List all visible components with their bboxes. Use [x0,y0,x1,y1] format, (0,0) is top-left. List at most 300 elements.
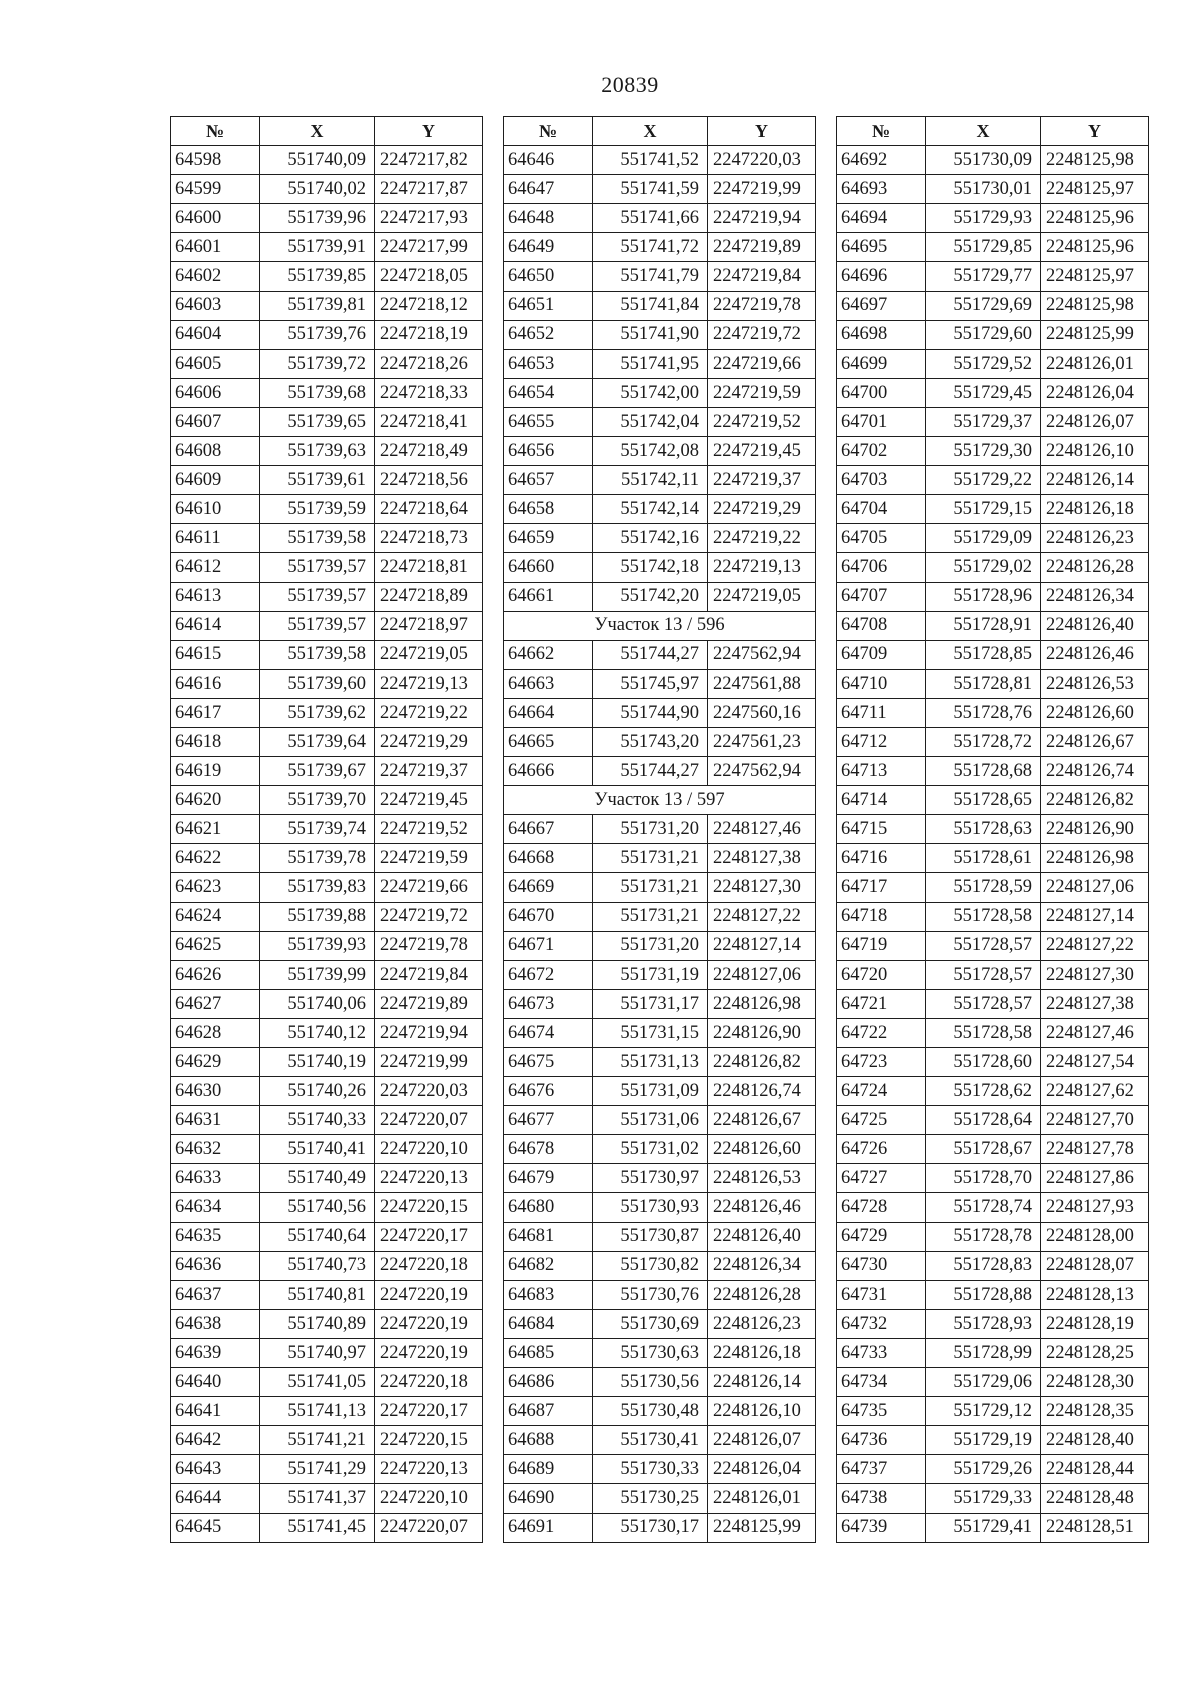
point-number-cell: 64678 [504,1135,593,1164]
y-coordinate-cell: 2247219,22 [708,524,816,553]
point-number-cell: 64708 [837,611,926,640]
table-row [504,1455,816,1484]
y-coordinate-cell: 2248126,74 [708,1077,816,1106]
x-coordinate-cell: 551745,97 [593,669,708,698]
x-coordinate-cell: 551740,12 [260,1018,375,1047]
point-number-cell: 64716 [837,844,926,873]
x-coordinate-cell: 551728,99 [926,1338,1041,1367]
point-number-cell: 64684 [504,1309,593,1338]
point-number-cell: 64721 [837,989,926,1018]
point-number-cell: 64697 [837,291,926,320]
point-number-cell: 64627 [171,989,260,1018]
y-coordinate-cell: 2247562,94 [708,757,816,786]
table-row [171,1106,483,1135]
table-row [837,727,1149,756]
table-row [171,175,483,204]
x-coordinate-cell: 551739,93 [260,931,375,960]
y-coordinate-cell: 2248127,86 [1041,1164,1149,1193]
point-number-cell: 64673 [504,989,593,1018]
x-coordinate-cell: 551731,20 [593,931,708,960]
y-coordinate-cell: 2248127,22 [1041,931,1149,960]
x-coordinate-cell: 551739,59 [260,495,375,524]
point-number-cell: 64623 [171,873,260,902]
point-number-cell: 64599 [171,175,260,204]
x-coordinate-cell: 551742,00 [593,378,708,407]
point-number-cell: 64619 [171,757,260,786]
point-number-cell: 64737 [837,1455,926,1484]
table-row [837,1455,1149,1484]
x-coordinate-cell: 551740,56 [260,1193,375,1222]
table-row [504,407,816,436]
table-body [504,146,816,1543]
x-coordinate-cell: 551730,93 [593,1193,708,1222]
y-coordinate-cell: 2248126,04 [708,1455,816,1484]
table-row [837,960,1149,989]
coordinate-table-2 [503,116,816,1543]
y-coordinate-cell: 2247220,13 [375,1455,483,1484]
table-row [504,1018,816,1047]
table-row [504,320,816,349]
x-coordinate-cell: 551728,68 [926,757,1041,786]
table-row [504,1077,816,1106]
table-row [171,611,483,640]
point-number-cell: 64647 [504,175,593,204]
x-coordinate-cell: 551730,09 [926,146,1041,175]
y-coordinate-cell: 2247220,07 [375,1513,483,1542]
table-row [504,1397,816,1426]
point-number-cell: 64667 [504,815,593,844]
point-number-cell: 64637 [171,1280,260,1309]
y-coordinate-cell: 2248125,97 [1041,262,1149,291]
point-number-cell: 64672 [504,960,593,989]
table-row [837,757,1149,786]
y-coordinate-cell: 2247219,72 [708,320,816,349]
table-row [171,1455,483,1484]
column-header-x: X [260,117,375,146]
x-coordinate-cell: 551739,91 [260,233,375,262]
table-row [504,960,816,989]
y-coordinate-cell: 2247220,17 [375,1397,483,1426]
table-body [837,146,1149,1543]
point-number-cell: 64703 [837,466,926,495]
table-row [837,1280,1149,1309]
y-coordinate-cell: 2248126,18 [1041,495,1149,524]
table-row [504,524,816,553]
x-coordinate-cell: 551728,76 [926,698,1041,727]
y-coordinate-cell: 2247219,99 [708,175,816,204]
y-coordinate-cell: 2247220,19 [375,1338,483,1367]
y-coordinate-cell: 2248126,46 [708,1193,816,1222]
table-row [837,989,1149,1018]
column-header-x: X [593,117,708,146]
point-number-cell: 64603 [171,291,260,320]
point-number-cell: 64725 [837,1106,926,1135]
x-coordinate-cell: 551739,78 [260,844,375,873]
point-number-cell: 64607 [171,407,260,436]
table-row [171,407,483,436]
point-number-cell: 64681 [504,1222,593,1251]
x-coordinate-cell: 551728,67 [926,1135,1041,1164]
table-row [171,1426,483,1455]
x-coordinate-cell: 551729,45 [926,378,1041,407]
y-coordinate-cell: 2248128,00 [1041,1222,1149,1251]
point-number-cell: 64690 [504,1484,593,1513]
point-number-cell: 64601 [171,233,260,262]
point-number-cell: 64704 [837,495,926,524]
table-row [171,262,483,291]
column-header-y: Y [375,117,483,146]
x-coordinate-cell: 551729,06 [926,1368,1041,1397]
point-number-cell: 64733 [837,1338,926,1367]
y-coordinate-cell: 2247219,22 [375,698,483,727]
y-coordinate-cell: 2248127,46 [708,815,816,844]
point-number-cell: 64655 [504,407,593,436]
x-coordinate-cell: 551739,72 [260,349,375,378]
x-coordinate-cell: 551741,79 [593,262,708,291]
y-coordinate-cell: 2247219,89 [375,989,483,1018]
point-number-cell: 64675 [504,1048,593,1077]
x-coordinate-cell: 551740,64 [260,1222,375,1251]
x-coordinate-cell: 551731,19 [593,960,708,989]
table-row [837,611,1149,640]
table-row [837,1106,1149,1135]
y-coordinate-cell: 2247219,05 [708,582,816,611]
table-row [837,902,1149,931]
table-row [837,1193,1149,1222]
point-number-cell: 64706 [837,553,926,582]
y-coordinate-cell: 2247218,89 [375,582,483,611]
x-coordinate-cell: 551740,26 [260,1077,375,1106]
y-coordinate-cell: 2247562,94 [708,640,816,669]
x-coordinate-cell: 551739,57 [260,553,375,582]
table-row [504,815,816,844]
table-row [171,844,483,873]
table-row [504,349,816,378]
table-row [171,204,483,233]
table-row [171,902,483,931]
point-number-cell: 64631 [171,1106,260,1135]
x-coordinate-cell: 551728,58 [926,1018,1041,1047]
y-coordinate-cell: 2247218,64 [375,495,483,524]
y-coordinate-cell: 2247217,93 [375,204,483,233]
x-coordinate-cell: 551729,26 [926,1455,1041,1484]
table-row [171,1368,483,1397]
table-row [837,1018,1149,1047]
point-number-cell: 64622 [171,844,260,873]
x-coordinate-cell: 551741,05 [260,1368,375,1397]
y-coordinate-cell: 2247220,15 [375,1193,483,1222]
table-row [504,437,816,466]
table-row [504,1193,816,1222]
point-number-cell: 64668 [504,844,593,873]
point-number-cell: 64625 [171,931,260,960]
y-coordinate-cell: 2247219,37 [708,466,816,495]
table-row [504,873,816,902]
x-coordinate-cell: 551741,84 [593,291,708,320]
table-body [171,146,483,1543]
x-coordinate-cell: 551728,91 [926,611,1041,640]
table-row [504,291,816,320]
y-coordinate-cell: 2248127,30 [708,873,816,902]
x-coordinate-cell: 551728,72 [926,727,1041,756]
x-coordinate-cell: 551740,06 [260,989,375,1018]
table-row [837,844,1149,873]
point-number-cell: 64633 [171,1164,260,1193]
x-coordinate-cell: 551729,85 [926,233,1041,262]
point-number-cell: 64736 [837,1426,926,1455]
y-coordinate-cell: 2248128,51 [1041,1513,1149,1542]
x-coordinate-cell: 551739,58 [260,640,375,669]
x-coordinate-cell: 551730,87 [593,1222,708,1251]
table-row [504,1106,816,1135]
x-coordinate-cell: 551742,11 [593,466,708,495]
point-number-cell: 64651 [504,291,593,320]
point-number-cell: 64664 [504,698,593,727]
point-number-cell: 64652 [504,320,593,349]
x-coordinate-cell: 551731,20 [593,815,708,844]
point-number-cell: 64730 [837,1251,926,1280]
x-coordinate-cell: 551741,72 [593,233,708,262]
y-coordinate-cell: 2247217,82 [375,146,483,175]
point-number-cell: 64602 [171,262,260,291]
y-coordinate-cell: 2248125,99 [708,1513,816,1542]
table-row [837,815,1149,844]
point-number-cell: 64688 [504,1426,593,1455]
x-coordinate-cell: 551731,02 [593,1135,708,1164]
y-coordinate-cell: 2248128,13 [1041,1280,1149,1309]
y-coordinate-cell: 2248127,30 [1041,960,1149,989]
point-number-cell: 64638 [171,1309,260,1338]
table-row [504,931,816,960]
table-row [171,1018,483,1047]
y-coordinate-cell: 2248126,28 [708,1280,816,1309]
y-coordinate-cell: 2247218,33 [375,378,483,407]
y-coordinate-cell: 2248125,99 [1041,320,1149,349]
y-coordinate-cell: 2247220,18 [375,1251,483,1280]
x-coordinate-cell: 551728,65 [926,786,1041,815]
x-coordinate-cell: 551741,59 [593,175,708,204]
y-coordinate-cell: 2248126,10 [1041,437,1149,466]
y-coordinate-cell: 2248126,53 [708,1164,816,1193]
table-row [837,873,1149,902]
x-coordinate-cell: 551741,21 [260,1426,375,1455]
point-number-cell: 64715 [837,815,926,844]
point-number-cell: 64646 [504,146,593,175]
table-row [504,175,816,204]
y-coordinate-cell: 2248126,23 [708,1309,816,1338]
table-row [504,582,816,611]
table-row [171,1222,483,1251]
y-coordinate-cell: 2247219,05 [375,640,483,669]
x-coordinate-cell: 551740,33 [260,1106,375,1135]
table-row [504,1164,816,1193]
x-coordinate-cell: 551742,18 [593,553,708,582]
y-coordinate-cell: 2248126,60 [708,1135,816,1164]
x-coordinate-cell: 551739,76 [260,320,375,349]
y-coordinate-cell: 2247218,26 [375,349,483,378]
y-coordinate-cell: 2248126,14 [1041,466,1149,495]
x-coordinate-cell: 551728,60 [926,1048,1041,1077]
table-row [171,1077,483,1106]
y-coordinate-cell: 2248128,40 [1041,1426,1149,1455]
x-coordinate-cell: 551739,68 [260,378,375,407]
point-number-cell: 64679 [504,1164,593,1193]
y-coordinate-cell: 2248127,93 [1041,1193,1149,1222]
x-coordinate-cell: 551739,88 [260,902,375,931]
table-row [837,175,1149,204]
y-coordinate-cell: 2248128,19 [1041,1309,1149,1338]
x-coordinate-cell: 551741,90 [593,320,708,349]
point-number-cell: 64642 [171,1426,260,1455]
table-row [837,524,1149,553]
x-coordinate-cell: 551739,60 [260,669,375,698]
x-coordinate-cell: 551728,62 [926,1077,1041,1106]
y-coordinate-cell: 2248126,34 [1041,582,1149,611]
y-coordinate-cell: 2248126,28 [1041,553,1149,582]
table-row [837,495,1149,524]
table-row [504,1426,816,1455]
x-coordinate-cell: 551730,63 [593,1338,708,1367]
table-row [837,204,1149,233]
point-number-cell: 64728 [837,1193,926,1222]
y-coordinate-cell: 2247218,81 [375,553,483,582]
point-number-cell: 64685 [504,1338,593,1367]
table-row [837,1077,1149,1106]
x-coordinate-cell: 551728,85 [926,640,1041,669]
point-number-cell: 64677 [504,1106,593,1135]
point-number-cell: 64712 [837,727,926,756]
y-coordinate-cell: 2247220,18 [375,1368,483,1397]
y-coordinate-cell: 2248128,30 [1041,1368,1149,1397]
y-coordinate-cell: 2247220,19 [375,1280,483,1309]
y-coordinate-cell: 2247219,45 [375,786,483,815]
coordinate-table-3 [836,116,1149,1543]
point-number-cell: 64723 [837,1048,926,1077]
x-coordinate-cell: 551740,41 [260,1135,375,1164]
point-number-cell: 64700 [837,378,926,407]
y-coordinate-cell: 2247220,13 [375,1164,483,1193]
table-row [504,902,816,931]
y-coordinate-cell: 2247218,49 [375,437,483,466]
table-row [504,989,816,1018]
point-number-cell: 64605 [171,349,260,378]
point-number-cell: 64648 [504,204,593,233]
point-number-cell: 64629 [171,1048,260,1077]
table-row [171,233,483,262]
y-coordinate-cell: 2247220,03 [708,146,816,175]
table-header-row [171,117,483,146]
table-row [837,931,1149,960]
point-number-cell: 64615 [171,640,260,669]
point-number-cell: 64731 [837,1280,926,1309]
x-coordinate-cell: 551739,64 [260,727,375,756]
y-coordinate-cell: 2247217,87 [375,175,483,204]
point-number-cell: 64670 [504,902,593,931]
y-coordinate-cell: 2247219,89 [708,233,816,262]
table-row [171,146,483,175]
x-coordinate-cell: 551729,19 [926,1426,1041,1455]
table-row [171,1280,483,1309]
y-coordinate-cell: 2247219,94 [375,1018,483,1047]
table-row [504,1048,816,1077]
point-number-cell: 64639 [171,1338,260,1367]
table-row [171,1048,483,1077]
x-coordinate-cell: 551729,93 [926,204,1041,233]
column-header-number: № [837,117,926,146]
point-number-cell: 64738 [837,1484,926,1513]
x-coordinate-cell: 551741,66 [593,204,708,233]
column-header-x: X [926,117,1041,146]
table-row [171,873,483,902]
point-number-cell: 64609 [171,466,260,495]
table-row [171,320,483,349]
y-coordinate-cell: 2248127,46 [1041,1018,1149,1047]
y-coordinate-cell: 2248126,82 [708,1048,816,1077]
table-row [504,1368,816,1397]
x-coordinate-cell: 551730,76 [593,1280,708,1309]
y-coordinate-cell: 2248126,74 [1041,757,1149,786]
x-coordinate-cell: 551729,69 [926,291,1041,320]
x-coordinate-cell: 551739,63 [260,437,375,466]
y-coordinate-cell: 2248126,98 [1041,844,1149,873]
page-number: 20839 [601,72,659,97]
y-coordinate-cell: 2248128,35 [1041,1397,1149,1426]
point-number-cell: 64600 [171,204,260,233]
x-coordinate-cell: 551731,17 [593,989,708,1018]
table-row [837,233,1149,262]
table-row [504,1135,816,1164]
point-number-cell: 64621 [171,815,260,844]
y-coordinate-cell: 2248125,98 [1041,146,1149,175]
x-coordinate-cell: 551740,19 [260,1048,375,1077]
x-coordinate-cell: 551728,63 [926,815,1041,844]
y-coordinate-cell: 2248127,54 [1041,1048,1149,1077]
point-number-cell: 64656 [504,437,593,466]
point-number-cell: 64634 [171,1193,260,1222]
y-coordinate-cell: 2248126,23 [1041,524,1149,553]
table-row [171,495,483,524]
table-row [837,698,1149,727]
x-coordinate-cell: 551739,58 [260,524,375,553]
y-coordinate-cell: 2248126,40 [708,1222,816,1251]
table-row [504,727,816,756]
y-coordinate-cell: 2247219,29 [375,727,483,756]
section-row [504,786,816,815]
table-row [171,378,483,407]
y-coordinate-cell: 2248127,06 [1041,873,1149,902]
point-number-cell: 64710 [837,669,926,698]
table-row [504,669,816,698]
point-number-cell: 64680 [504,1193,593,1222]
x-coordinate-cell: 551729,02 [926,553,1041,582]
point-number-cell: 64682 [504,1251,593,1280]
table-row [837,466,1149,495]
point-number-cell: 64698 [837,320,926,349]
y-coordinate-cell: 2247219,52 [375,815,483,844]
x-coordinate-cell: 551739,70 [260,786,375,815]
table-row [837,786,1149,815]
x-coordinate-cell: 551740,49 [260,1164,375,1193]
y-coordinate-cell: 2248126,82 [1041,786,1149,815]
point-number-cell: 64658 [504,495,593,524]
y-coordinate-cell: 2247219,66 [375,873,483,902]
point-number-cell: 64735 [837,1397,926,1426]
y-coordinate-cell: 2248127,06 [708,960,816,989]
y-coordinate-cell: 2247219,84 [708,262,816,291]
y-coordinate-cell: 2248126,04 [1041,378,1149,407]
table-row [504,640,816,669]
table-row [171,640,483,669]
